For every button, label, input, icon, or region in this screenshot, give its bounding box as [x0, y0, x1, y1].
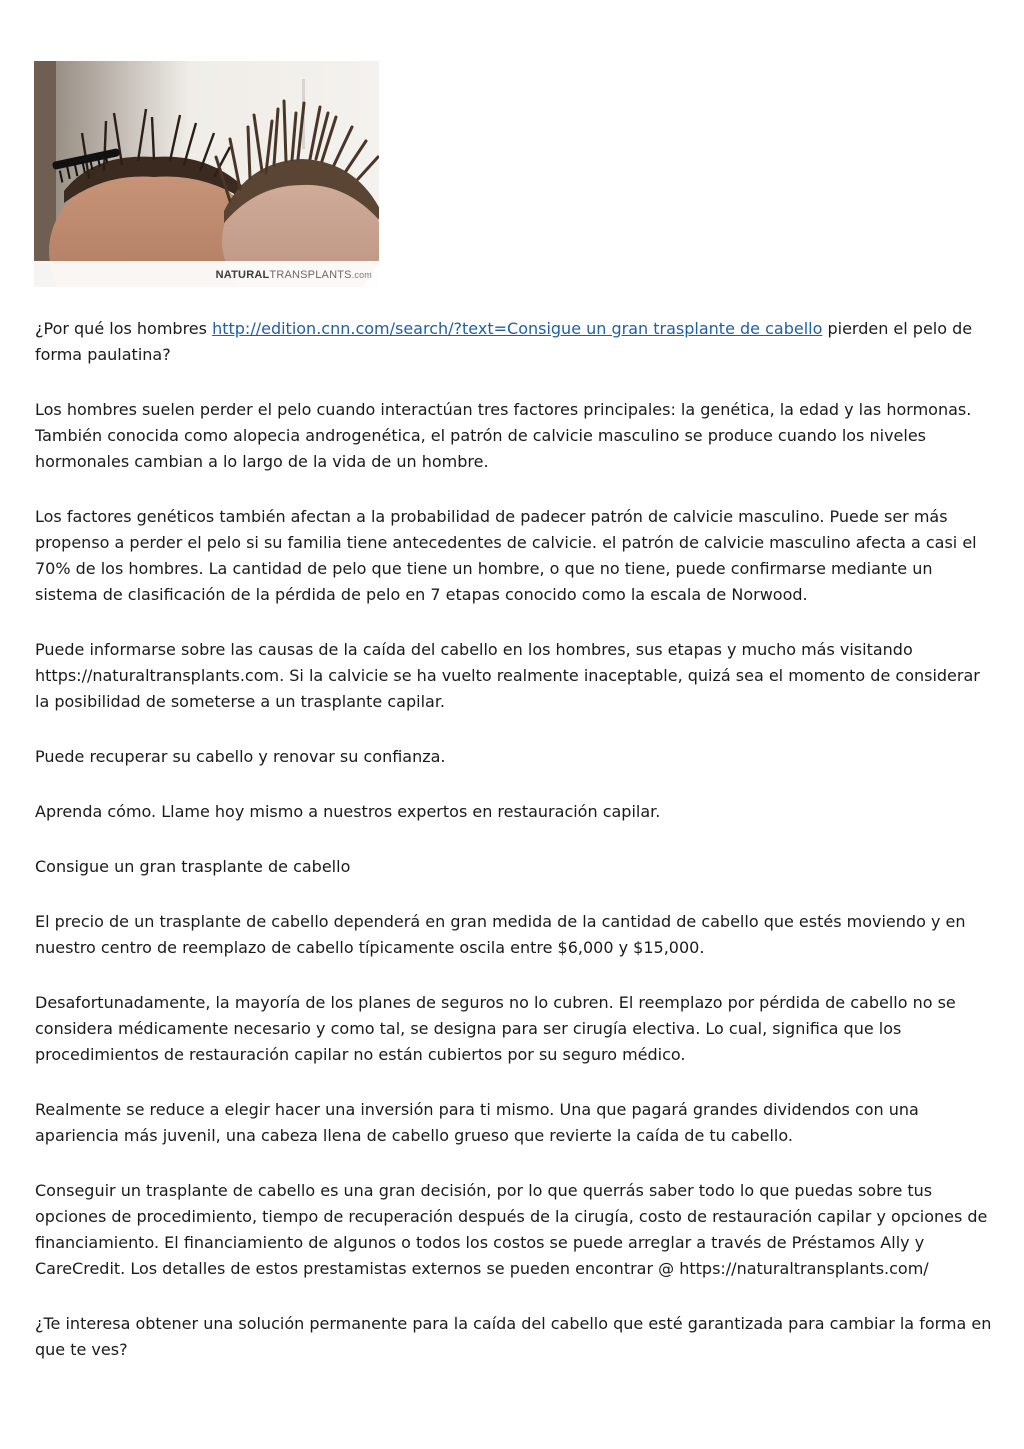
logo-light-text: TRANSPLANTS	[269, 269, 352, 281]
paragraph-insurance: Desafortunadamente, la mayoría de los planes de seguros no lo cubren. El reemplazo por pérdida de cabello no se considera médicamente necesario y como tal, se designa para ser cirugía electiva. Lo cual, significa que los procedimientos de restauración capilar no están cubiertos por su seguro médico.	[35, 993, 956, 1064]
paragraph-investment: Realmente se reduce a elegir hacer una inversión para ti mismo. Una que pagará grandes dividendos con una apariencia más juvenil, una cabeza llena de cabello grueso que revierte la caída de tu cabello.	[35, 1100, 919, 1145]
paragraph-price: El precio de un trasplante de cabello dependerá en gran medida de la cantidad de cabello que estés moviendo y en nuestro centro de reemplazo de cabello típicamente oscila entre $6,000 y $15,000.	[35, 912, 966, 957]
article-body	[35, 316, 995, 1392]
question-lead-text: ¿Por qué los hombres	[35, 319, 213, 338]
paragraph-more-info: Puede informarse sobre las causas de la caída del cabello en los hombres, sus etapas y mucho más visitando https://naturaltransplants.com. Si la calvicie se ha vuelto realmente inaceptable, quizá sea el momento de considerar la posibilidad de someterse a un trasplante capilar.	[35, 640, 980, 711]
hair-photo-illustration	[34, 61, 379, 287]
paragraph-question	[35, 316, 995, 368]
paragraph-financing: Conseguir un trasplante de cabello es una gran decisión, por lo que querrás saber todo lo que puedas sobre tus opciones de procedimiento, tiempo de recuperación después de la cirugía, costo de restauración capilar y opciones de financiamiento. El financiamiento de algunos o todos los costos se puede arreglar a través de Préstamos Ally y CareCredit. Los detalles de estos prestamistas externos se pueden encontrar @ https://naturaltransplants.com/	[35, 1181, 988, 1278]
paragraph-genetics: Los factores genéticos también afectan a la probabilidad de padecer patrón de calvicie masculino. Puede ser más propenso a perder el pelo si su familia tiene antecedentes de calvicie. el patrón de calvicie masculino afecta a casi el 70% de los hombres. La cantidad de pelo que tiene un hombre, o que no tiene, puede confirmarse mediante un sistema de clasificación de la pérdida de pelo en 7 etapas conocido como la escala de Norwood.	[35, 507, 977, 604]
paragraph-subheading: Consigue un gran trasplante de cabello	[35, 857, 351, 876]
naturaltransplants-logo	[216, 269, 372, 281]
logo-bold-text: NATURAL	[215, 269, 270, 281]
paragraph-call-experts: Aprenda cómo. Llame hoy mismo a nuestros expertos en restauración capilar.	[35, 802, 661, 821]
paragraph-recover: Puede recuperar su cabello y renovar su confianza.	[35, 747, 446, 766]
before-after-hair-photo	[34, 61, 379, 287]
paragraph-causes: Los hombres suelen perder el pelo cuando interactúan tres factores principales: la genética, la edad y las hormonas. También conocida como alopecia androgenética, el patrón de calvicie masculino se produce cuando los niveles hormonales cambian a lo largo de la vida de un hombre.	[35, 400, 972, 471]
paragraph-closing-question: ¿Te interesa obtener una solución permanente para la caída del cabello que esté garantizada para cambiar la forma en que te ves?	[35, 1314, 992, 1359]
cnn-search-link[interactable]: http://edition.cnn.com/search/?text=Consigue un gran trasplante de cabello	[212, 319, 823, 338]
logo-suffix-text: .com	[351, 270, 372, 280]
question-tail-text: pierden el pelo de forma paulatina?	[35, 319, 973, 364]
